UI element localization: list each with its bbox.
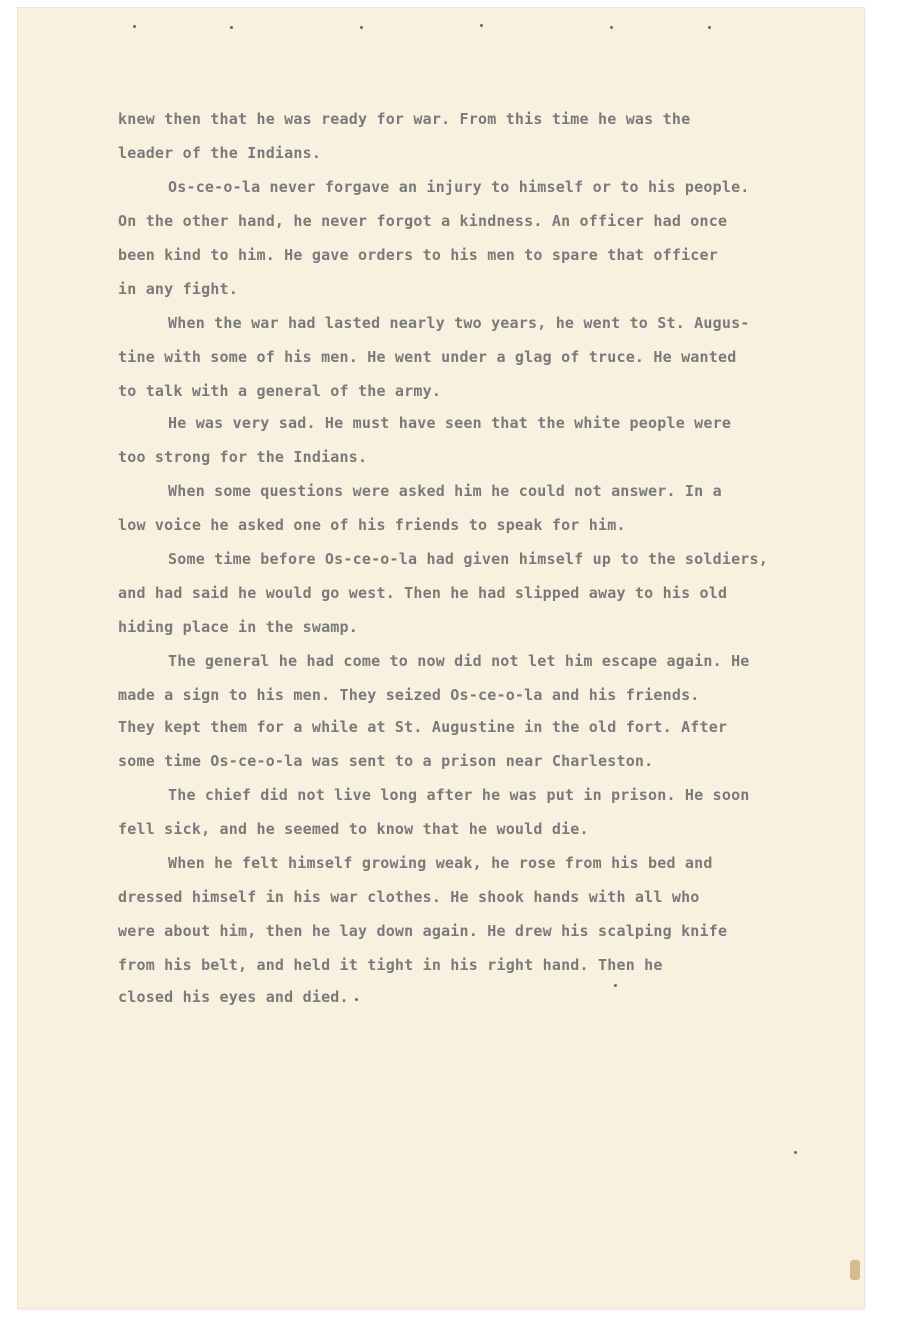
paper-speck <box>480 24 483 27</box>
text-line: and had said he would go west. Then he had slipped away to his old <box>118 584 728 602</box>
text-line: made a sign to his men. They seized Os-ce-o-la and his friends. <box>118 686 700 704</box>
paper-speck <box>355 998 358 1001</box>
paper-speck <box>360 26 363 29</box>
text-line: The general he had come to now did not let him escape again. He <box>168 652 750 670</box>
paper-speck <box>794 1151 797 1154</box>
paper-speck <box>133 25 136 28</box>
text-line: low voice he asked one of his friends to speak for him. <box>118 516 626 534</box>
text-line: from his belt, and held it tight in his right hand. Then he <box>118 956 663 974</box>
text-line: Os-ce-o-la never forgave an injury to himself or to his people. <box>168 178 750 196</box>
text-line: knew then that he was ready for war. From this time he was the <box>118 110 691 128</box>
text-line: leader of the Indians. <box>118 144 322 162</box>
document-page <box>18 8 864 1308</box>
text-line: in any fight. <box>118 280 238 298</box>
paper-stain <box>850 1260 860 1280</box>
text-line: When he felt himself growing weak, he rose from his bed and <box>168 854 713 872</box>
text-line: When some questions were asked him he could not answer. In a <box>168 482 722 500</box>
paper-speck <box>610 26 613 29</box>
text-line: closed his eyes and died. <box>118 988 349 1006</box>
text-line: hiding place in the swamp. <box>118 618 358 636</box>
text-line: He was very sad. He must have seen that the white people were <box>168 414 732 432</box>
paper-speck <box>230 26 233 29</box>
text-line: too strong for the Indians. <box>118 448 368 466</box>
paper-speck <box>614 984 617 987</box>
text-line: When the war had lasted nearly two years, he went to St. Augus- <box>168 314 750 332</box>
text-line: They kept them for a while at St. Augustine in the old fort. After <box>118 718 728 736</box>
text-line: were about him, then he lay down again. He drew his scalping knife <box>118 922 728 940</box>
text-line: On the other hand, he never forgot a kindness. An officer had once <box>118 212 728 230</box>
text-line: dressed himself in his war clothes. He shook hands with all who <box>118 888 700 906</box>
text-line: tine with some of his men. He went under a glag of truce. He wanted <box>118 348 737 366</box>
text-line: some time Os-ce-o-la was sent to a prison near Charleston. <box>118 752 654 770</box>
text-line: Some time before Os-ce-o-la had given himself up to the soldiers, <box>168 550 768 568</box>
text-line: to talk with a general of the army. <box>118 382 442 400</box>
paper-speck <box>708 26 711 29</box>
text-line: The chief did not live long after he was put in prison. He soon <box>168 786 750 804</box>
text-line: been kind to him. He gave orders to his men to spare that officer <box>118 246 718 264</box>
text-line: fell sick, and he seemed to know that he would die. <box>118 820 589 838</box>
